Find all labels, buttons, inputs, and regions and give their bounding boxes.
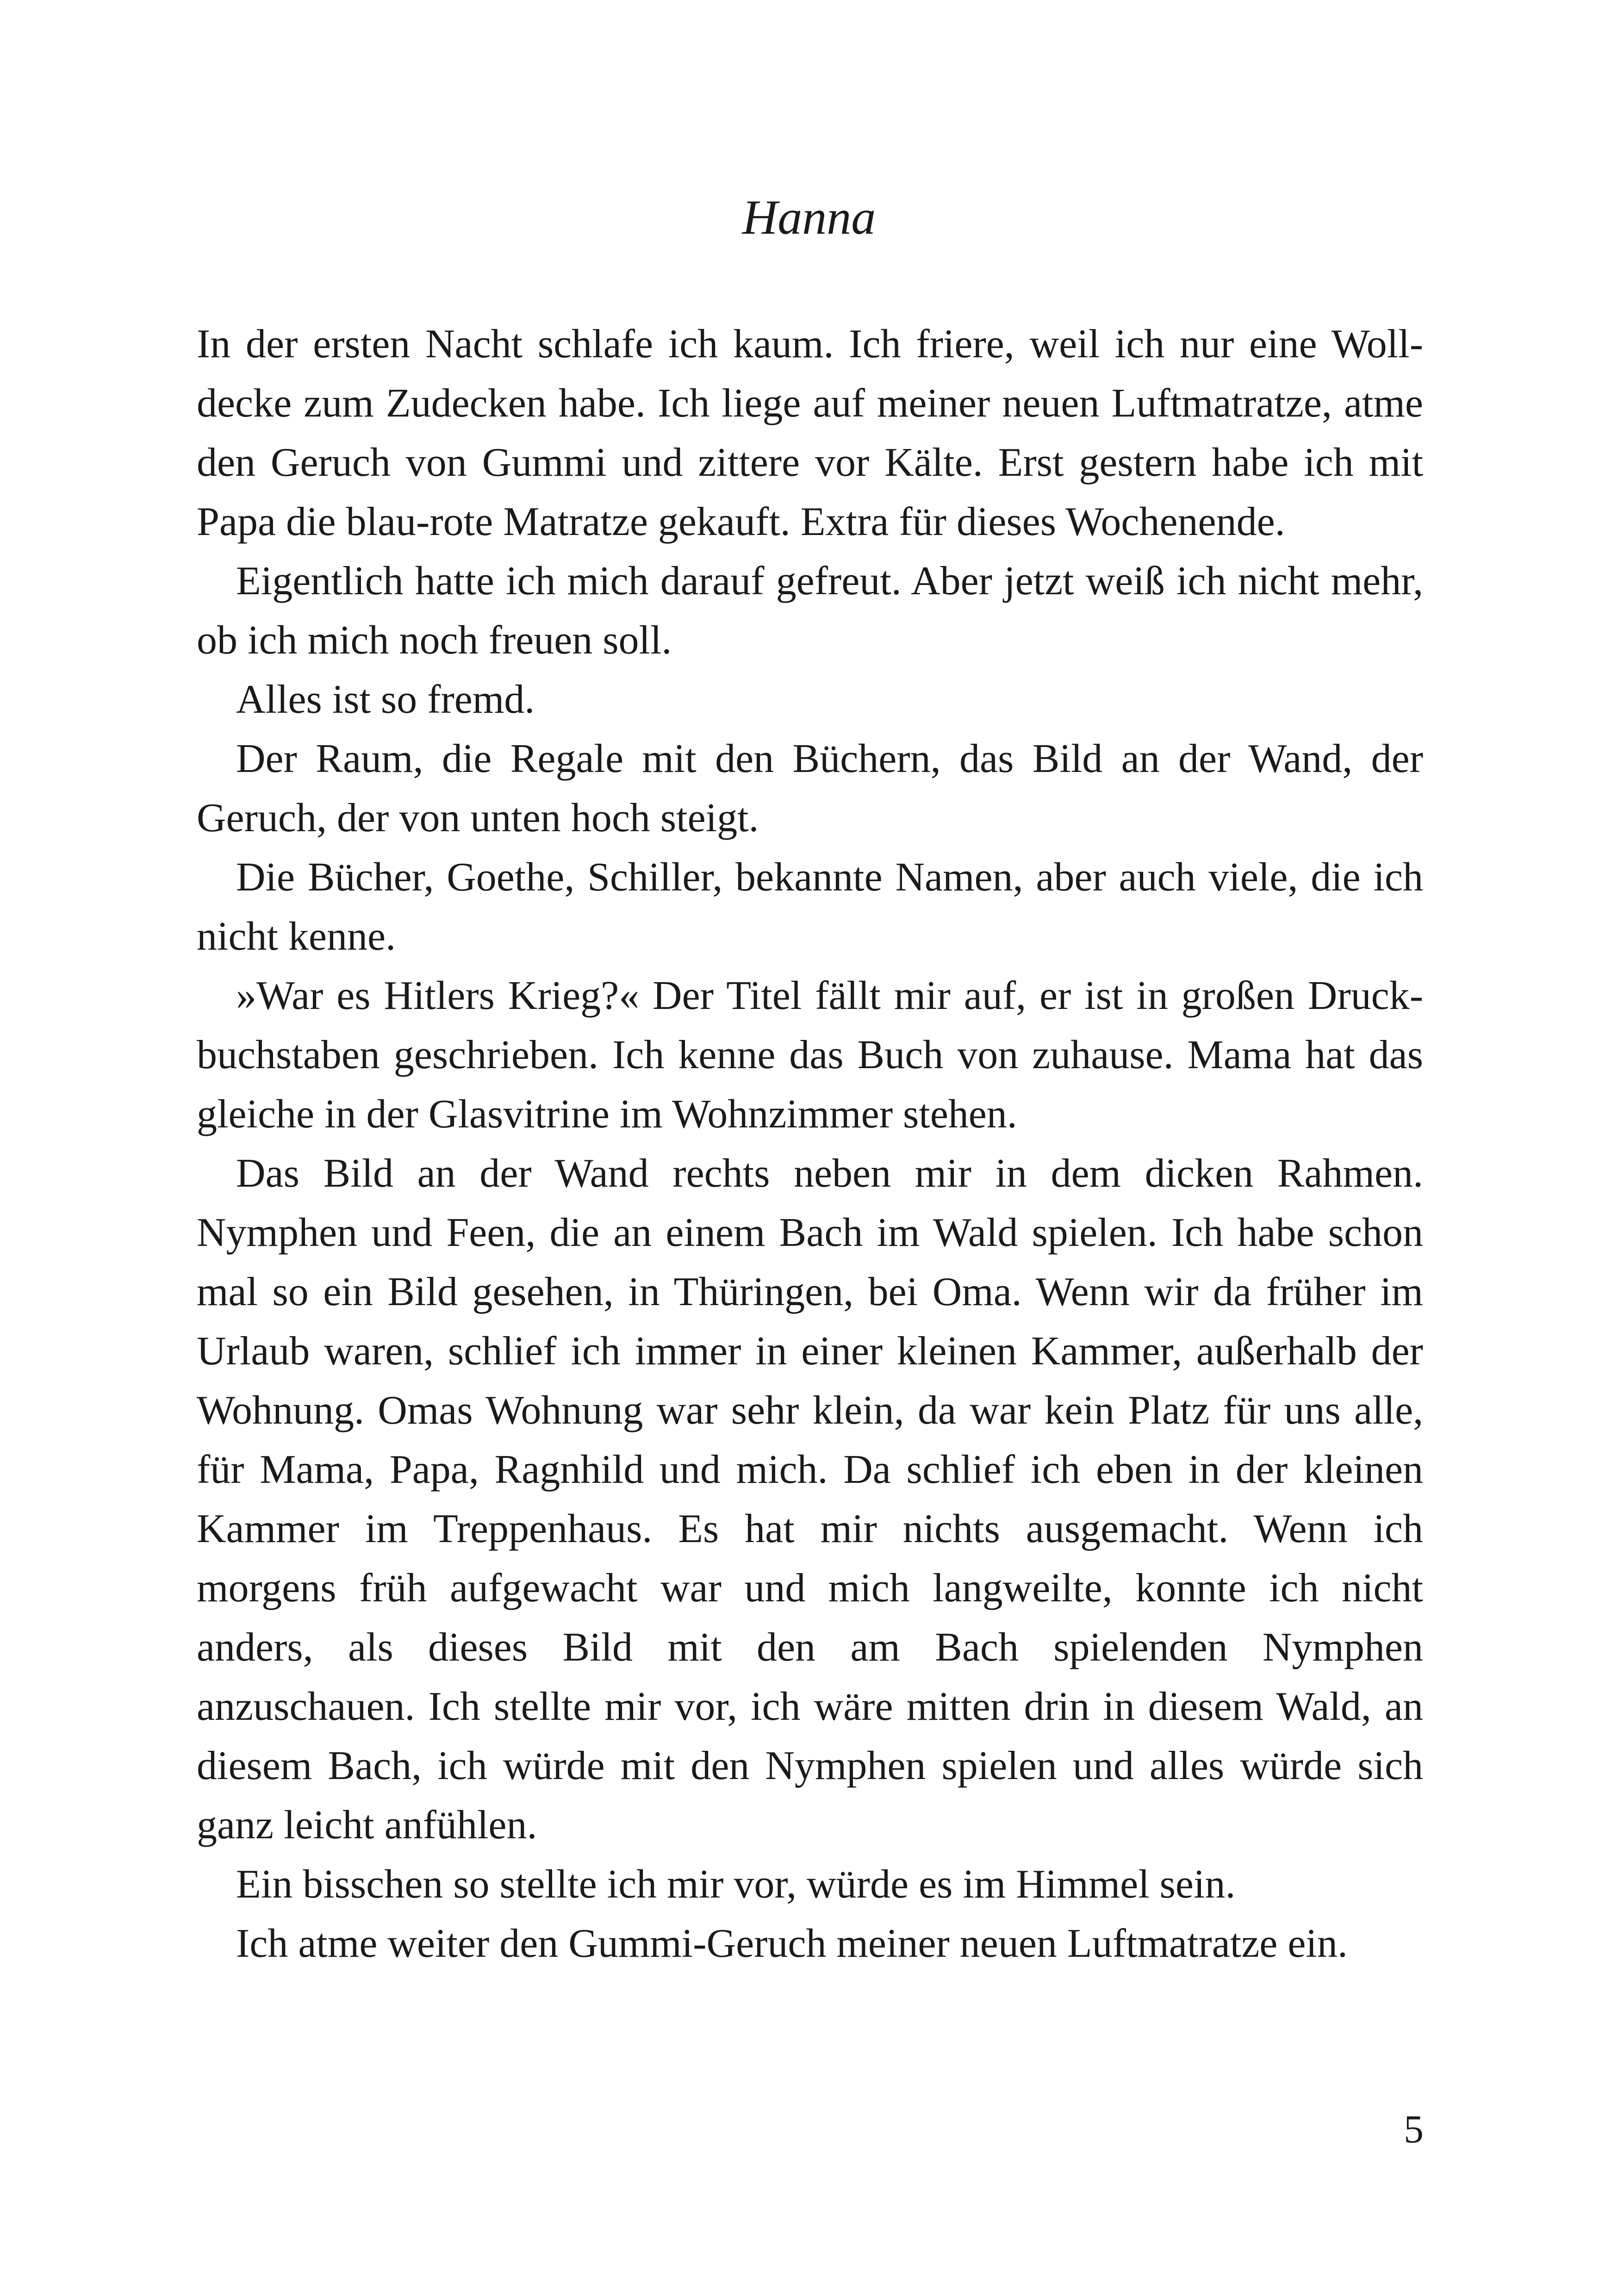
chapter-title: Hanna xyxy=(742,190,876,244)
paragraph: Eigentlich hatte ich mich darauf gefreut. Aber jetzt weiß ich nicht mehr, ob ich mich noch freuen soll. xyxy=(197,559,1423,663)
paragraph: »War es Hitlers Krieg?« Der Titel fällt mir auf, er ist in großen Druckbuchstaben geschrieben. Ich kenne das Buch von zuhause. Mama hat das gleiche in der Glasvitrine im Wohnzimmer stehen. xyxy=(197,973,1423,1137)
paragraph: In der ersten Nacht schlafe ich kaum. Ich friere, weil ich nur eine Wolldecke zum Zudecken habe. Ich liege auf meiner neuen Luftmatratze, atme den Geruch von Gummi und zittere vor Kälte. Erst gestern habe ich mit Papa die blau-rote Matratze gekauft. Extra für dieses Wochenende. xyxy=(197,322,1423,544)
chapter-body xyxy=(197,315,1423,1973)
paragraph: Ein bisschen so stellte ich mir vor, würde es im Himmel sein. xyxy=(236,1862,1236,1907)
page-number: 5 xyxy=(1404,2107,1424,2151)
paragraph: Ich atme weiter den Gummi-Geruch meiner neuen Luftmatratze ein. xyxy=(236,1921,1348,1966)
paragraph: Das Bild an der Wand rechts neben mir in dem dicken Rahmen. Nymphen und Feen, die an einem Bach im Wald spielen. Ich habe schon mal so ein Bild gesehen, in Thüringen, bei Oma. Wenn wir da früher im Urlaub waren, schlief ich immer in einer kleinen Kammer, außerhalb der Wohnung. Omas Wohnung war sehr klein, da war kein Platz für uns alle, für Mama, Papa, Ragnhild und mich. Da schlief ich eben in der kleinen Kammer im Treppenhaus. Es hat mir nichts ausgemacht. Wenn ich morgens früh aufgewacht war und mich langweilte, konnte ich nicht anders, als dieses Bild mit den am Bach spielenden Nymphen anzuschauen. Ich stellte mir vor, ich wäre mitten drin in diesem Wald, an diesem Bach, ich würde mit den Nymphen spielen und alles würde sich ganz leicht anfühlen. xyxy=(197,1151,1423,1848)
paragraph: Alles ist so fremd. xyxy=(236,677,535,722)
paragraph: Die Bücher, Goethe, Schiller, bekannte Namen, aber auch viele, die ich nicht kenne. xyxy=(197,855,1423,959)
paragraph: Der Raum, die Regale mit den Büchern, das Bild an der Wand, der Geruch, der von unten hoch steigt. xyxy=(197,736,1423,840)
